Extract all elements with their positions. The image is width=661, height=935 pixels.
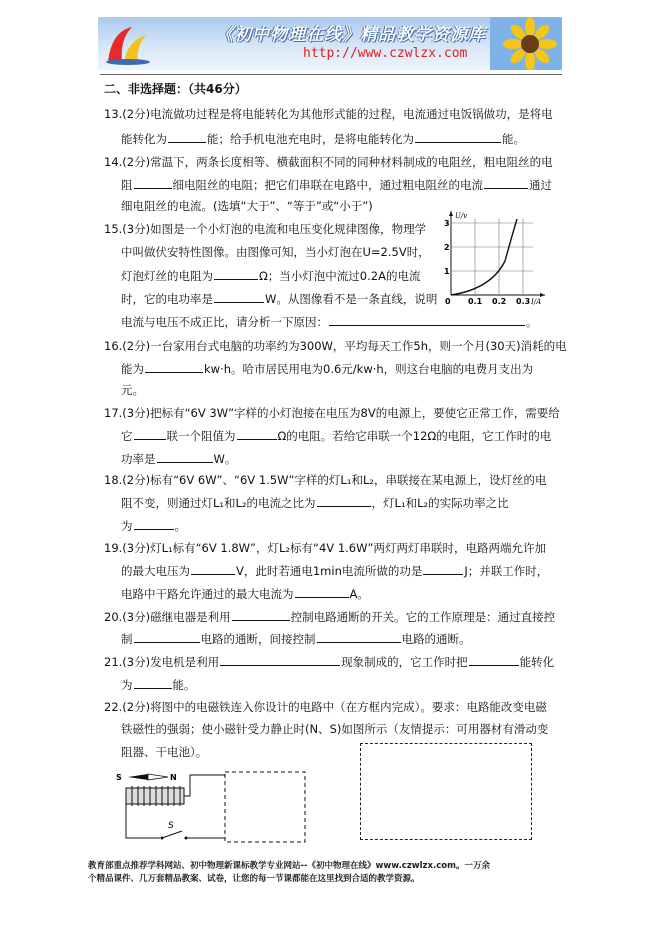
q18-line1: 18.(2分)标有“6V 6W”、“6V 1.5W”字样的灯L₁和L₂，串联接在某电源上，设灯丝的电 xyxy=(104,473,547,487)
q15-line3: 灯泡灯丝的电阻为 Ω；当小灯泡中流过0.2A的电流 xyxy=(121,269,421,283)
graph-y-label: U/v xyxy=(455,212,468,220)
q13-line2: 能转化为 能；给手机电池充电时，是将电能转化为 能。 xyxy=(121,132,525,146)
q19-line1: 19.(3分)灯L₁标有“6V 1.8W”，灯L₂标有“4V 1.6W”两灯两灯串联时，电路两端允许加 xyxy=(104,541,546,555)
answer-blank[interactable] xyxy=(134,518,174,530)
answer-blank[interactable] xyxy=(232,609,290,621)
q22-line2: 铁磁性的强弱；使小磁针受力静止时(N、S)如图所示（友情提示：可用器材有滑动变 xyxy=(121,722,549,736)
iv-characteristic-graph xyxy=(441,209,547,306)
x-tick: 0.2 xyxy=(492,297,507,306)
q21-line2: 为 能。 xyxy=(121,678,196,692)
answer-blank[interactable] xyxy=(329,314,525,326)
q22-line3: 阻器、干电池）。 xyxy=(121,745,208,759)
answer-blank[interactable] xyxy=(168,131,206,143)
q21-line1: 21.(3分)发电机是利用 现象制成的，它工作时把 能转化 xyxy=(104,655,555,669)
answer-blank[interactable] xyxy=(220,654,340,666)
answer-blank[interactable] xyxy=(134,677,172,689)
answer-blank[interactable] xyxy=(317,495,371,507)
site-logo-icon xyxy=(102,21,154,66)
answer-blank[interactable] xyxy=(157,451,213,463)
answer-drawing-box[interactable] xyxy=(360,743,532,840)
q14-line3: 细电阻丝的电流。(选填“大于”、“等于”或“小于”) xyxy=(121,199,373,213)
pole-n-label: N xyxy=(170,773,177,782)
answer-blank[interactable] xyxy=(134,428,166,440)
answer-blank[interactable] xyxy=(415,131,501,143)
q16-line2: 能为 kw·h。哈市居民用电为0.6元/kw·h，则这台电脑的电费月支出为 xyxy=(121,362,534,376)
q13-line1: 13.(2分)电流做功过程是将电能转化为其他形式能的过程，电流通过电饭锅做功，是将电 xyxy=(104,107,553,121)
q14-line2: 阻 细电阻丝的电阻；把它们串联在电路中，通过粗电阻丝的电流 通过 xyxy=(121,178,552,192)
q16-line3: 元。 xyxy=(121,383,144,397)
electromagnet-circuit xyxy=(110,770,310,850)
q16-line1: 16.(2分)一台家用台式电脑的功率约为300W，平均每天工作5h，则一个月(30天)消耗的电 xyxy=(104,339,567,353)
x-tick: 0.1 xyxy=(468,297,483,306)
answer-blank[interactable] xyxy=(191,563,235,575)
footer-line2: 个精品课件、几万套精品教案、试卷，让您的每一节课都能在这里找到合适的教学资源。 xyxy=(88,874,420,884)
y-tick: 1 xyxy=(444,267,450,276)
iv-curve xyxy=(451,219,517,295)
q17-line2: 它 联一个阻值为 Ω的电阻。若给它串联一个12Ω的电阻，它工作时的电 xyxy=(121,429,552,443)
answer-blank[interactable] xyxy=(214,268,258,280)
graph-x-label: I/A xyxy=(531,298,542,306)
answer-blank[interactable] xyxy=(134,631,200,643)
electromagnet-coil-icon xyxy=(126,786,184,806)
q19-line2: 的最大电压为 V，此时若通电1min电流所做的功是 J；并联工作时， xyxy=(121,564,549,578)
switch-icon xyxy=(161,821,188,840)
q15-line2: 中叫做伏安特性图像。由图像可知，当小灯泡在U=2.5V时， xyxy=(121,245,430,259)
switch-label: S xyxy=(168,821,174,831)
y-tick: 3 xyxy=(444,219,450,228)
q18-line2: 阻不变，则通过灯L₁和L₂的电流之比为 ，灯L₁和L₂的实际功率之比 xyxy=(121,496,509,510)
q20-line1: 20.(3分)磁继电器是利用 控制电路通断的开关。它的工作原理是：通过直接控 xyxy=(104,610,556,624)
footer-line1: 教育部重点推荐学科网站、初中物理新课标教学专业网站--《初中物理在线》www.czwlzx.com。一万余 xyxy=(88,861,490,871)
answer-blank[interactable] xyxy=(423,563,463,575)
sunflower-icon xyxy=(490,17,562,70)
q15-line5: 电流与电压不成正比，请分析一下原因： 。 xyxy=(121,315,538,329)
q15-line1: 15.(3分)如图是一个小灯泡的电流和电压变化规律图像，物理学 xyxy=(104,222,427,236)
answer-blank[interactable] xyxy=(214,291,264,303)
q18-line3: 为 。 xyxy=(121,519,186,533)
answer-blank[interactable] xyxy=(145,361,203,373)
answer-blank[interactable] xyxy=(484,177,528,189)
section-heading: 二、非选择题：（共46分） xyxy=(104,82,247,96)
header-divider xyxy=(100,74,562,75)
q17-line3: 功率是 W。 xyxy=(121,452,237,466)
banner-title: 《初中物理在线》精品教学资源库 xyxy=(216,25,486,45)
q20-line2: 制 电路的通断，间接控制 电路的通断。 xyxy=(121,632,471,646)
q17-line1: 17.(3分)把标有“6V 3W”字样的小灯泡接在电压为8V的电源上，要使它正常工作，需要给 xyxy=(104,406,560,420)
answer-blank[interactable] xyxy=(134,177,172,189)
pole-s-label: S xyxy=(116,773,122,782)
x-tick: 0.3 xyxy=(516,297,531,306)
q14-line1: 14.(2分)常温下，两条长度相等、横截面积不同的同种材料制成的电阻丝，粗电阻丝的电 xyxy=(104,155,553,169)
circuit-design-box[interactable] xyxy=(225,772,305,842)
compass-needle-icon xyxy=(116,773,177,782)
site-banner xyxy=(98,17,562,70)
answer-blank[interactable] xyxy=(295,586,349,598)
x-tick: 0 xyxy=(445,297,451,306)
y-tick: 2 xyxy=(444,243,450,252)
answer-blank[interactable] xyxy=(237,428,277,440)
answer-blank[interactable] xyxy=(317,631,401,643)
answer-blank[interactable] xyxy=(469,654,519,666)
q19-line3: 电路中干路允许通过的最大电流为 A。 xyxy=(121,587,369,601)
q22-line1: 22.(2分)将图中的电磁铁连入你设计的电路中（在方框内完成）。要求：电路能改变电磁 xyxy=(104,700,547,714)
banner-url[interactable]: http://www.czwlzx.com xyxy=(303,46,468,61)
q15-line4: 时，它的电功率是 W。从图像看不是一条直线，说明 xyxy=(121,292,438,306)
